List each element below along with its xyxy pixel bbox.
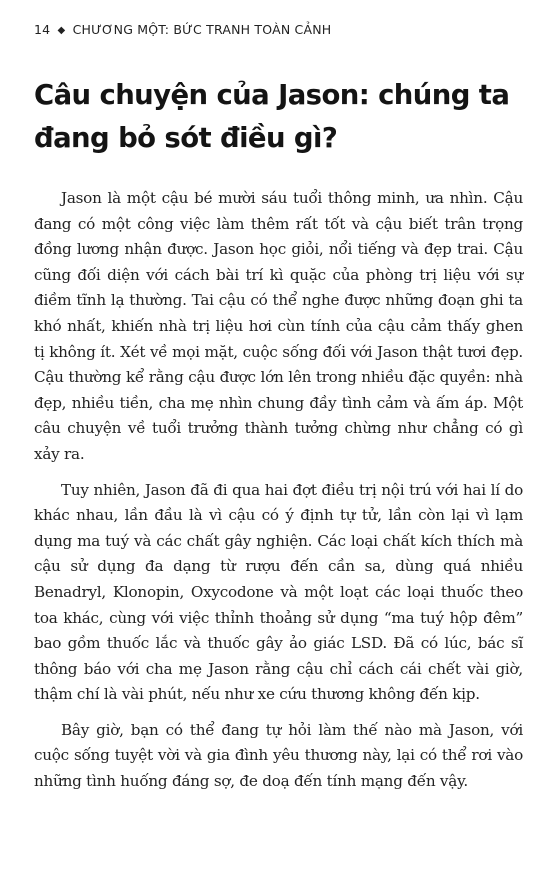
diamond-separator-icon: ◆ (57, 25, 66, 36)
page-number: 14 (34, 22, 51, 37)
paragraph: Tuy nhiên, Jason đã đi qua hai đợt điều trị nội trú với hai lí do khác nhau, lần đầu là vì cậu có ý định tự tử, lần còn lại vì lạm dụng ma tuý và các chất gây nghiện. Các loại chất kích thích mà cậu sử dụng đa dạng từ rượu đến cần sa, dùng quá nhiều Benadryl, Klonopin, Oxycodone và một loạt các loại thuốc theo toa khác, cùng với việc thỉnh thoảng sử dụng “ma tuý hộp đêm” bao gồm thuốc lắc và thuốc gây ảo giác LSD. Đã có lúc, bác sĩ thông báo với cha mẹ Jason rằng cậu chỉ cách cái chết vài giờ, thậm chí là vài phút, nếu như xe cứu thương không đến kịp. (34, 480, 523, 704)
body-text (34, 186, 523, 805)
chapter-title: CHƯƠNG MỘT: BỨC TRANH TOÀN CẢNH (72, 22, 332, 37)
paragraph: Jason là một cậu bé mười sáu tuổi thông minh, ưa nhìn. Cậu đang có một công việc làm thêm rất tốt và cậu biết trân trọng đồng lương nhận được. Jason học giỏi, nổi tiếng và đẹp trai. Cậu cũng đối diện với cách bài trí kì quặc của phòng trị liệu với sự điềm tĩnh lạ thường. Tai cậu có thể nghe được những đoạn ghi ta khó nhất, khiến nhà trị liệu hơi cùn tính của cậu cảm thấy ghen tị không ít. Xét về mọi mặt, cuộc sống đối với Jason thật tươi đẹp. Cậu thường kể rằng cậu được lớn lên trong nhiều đặc quyền: nhà đẹp, nhiều tiền, cha mẹ nhìn chung đầy tình cảm và ấm áp. Một câu chuyện về tuổi trưởng thành tưởng chừng như chẳng có gì xảy ra. (34, 189, 523, 463)
section-title: Câu chuyện của Jason: chúng ta đang bỏ sót điều gì? (34, 79, 510, 154)
running-header (34, 22, 331, 37)
paragraph: Bây giờ, bạn có thể đang tự hỏi làm thế nào mà Jason, với cuộc sống tuyệt vời và gia đình yêu thương này, lại có thể rơi vào những tình huống đáng sợ, đe doạ đến tính mạng đến vậy. (34, 720, 523, 791)
